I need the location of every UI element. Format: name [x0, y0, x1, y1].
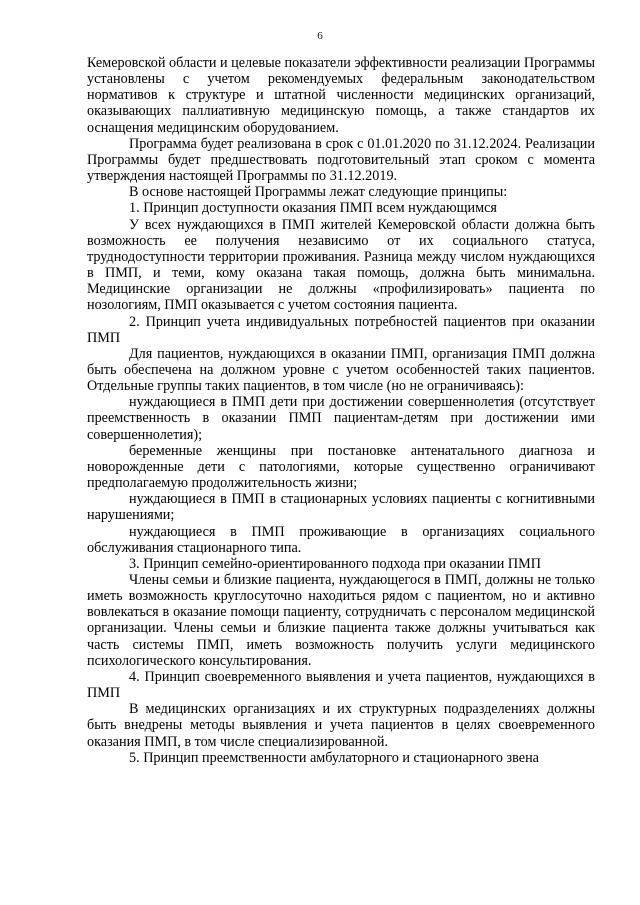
paragraph: Кемеровской области и целевые показатели эффективности реализации Программы установлены с учетом рекомендуемых федеральным законодательством нормативов к структуре и штатной численности медицинских организаций, оказывающих паллиативную медицинскую помощь, а также стандартов их оснащения медицинским оборудованием.	[87, 55, 595, 136]
document-body	[87, 55, 595, 766]
paragraph: Члены семьи и близкие пациента, нуждающегося в ПМП, должны не только иметь возможность круглосуточно находиться рядом с пациентом, но и активно вовлекаться в оказание помощи пациенту, сотрудничать с персоналом медицинской организации. Члены семьи и близкие пациента также должны учитываться как часть системы ПМП, иметь возможность получить услуги медицинского психологического консультирования.	[87, 572, 595, 669]
paragraph: Программа будет реализована в срок с 01.01.2020 по 31.12.2024. Реализации Программы будет предшествовать подготовительный этап сроком с момента утверждения настоящей Программы по 31.12.2019.	[87, 135, 595, 185]
principle-heading: 1. Принцип доступности оказания ПМП всем нуждающимся	[129, 200, 497, 217]
principle-heading: 2. Принцип учета индивидуальных потребностей пациентов при оказании ПМП	[87, 313, 595, 346]
paragraph: В основе настоящей Программы лежат следующие принципы:	[129, 184, 508, 201]
page-number: 6	[317, 30, 323, 42]
principle-heading: 5. Принцип преемственности амбулаторного и стационарного звена	[129, 749, 539, 766]
paragraph: В медицинских организациях и их структурных подразделениях должны быть внедрены методы выявления и учета пациентов в целях своевременного оказания ПМП, в том числе специализированной.	[87, 701, 595, 750]
list-item: беременные женщины при постановке антенатального диагноза и новорожденные дети с патологиями, которые существенно ограничивают предполагаемую продолжительность жизни;	[87, 442, 595, 492]
list-item: нуждающиеся в ПМП дети при достижении совершеннолетия (отсутствует преемственность в оказании ПМП пациентам-детям при достижении ими совершеннолетия);	[87, 394, 595, 443]
paragraph: Для пациентов, нуждающихся в оказании ПМП, организация ПМП должна быть обеспечена на должном уровне с учетом особенностей таких пациентов. Отдельные группы таких пациентов, в том числе (но не ограничиваясь):	[87, 345, 595, 395]
paragraph: У всех нуждающихся в ПМП жителей Кемеровской области должна быть возможность ее получения независимо от их социального статуса, труднодоступности территории проживания. Разница между числом нуждающихся в ПМП, и теми, кому оказана такая помощь, должна быть минимальна. Медицинские организации не должны «профилизировать» пациента по нозологиям, ПМП оказывается с учетом состояния пациента.	[87, 216, 595, 314]
principle-heading: 4. Принцип своевременного выявления и учета пациентов, нуждающихся в ПМП	[87, 668, 595, 702]
list-item: нуждающиеся в ПМП проживающие в организациях социального обслуживания стационарного типа.	[87, 523, 595, 556]
list-item: нуждающиеся в ПМП в стационарных условиях пациенты с когнитивными нарушениями;	[87, 491, 595, 524]
principle-heading: 3. Принцип семейно-ориентированного подхода при оказании ПМП	[129, 555, 541, 572]
